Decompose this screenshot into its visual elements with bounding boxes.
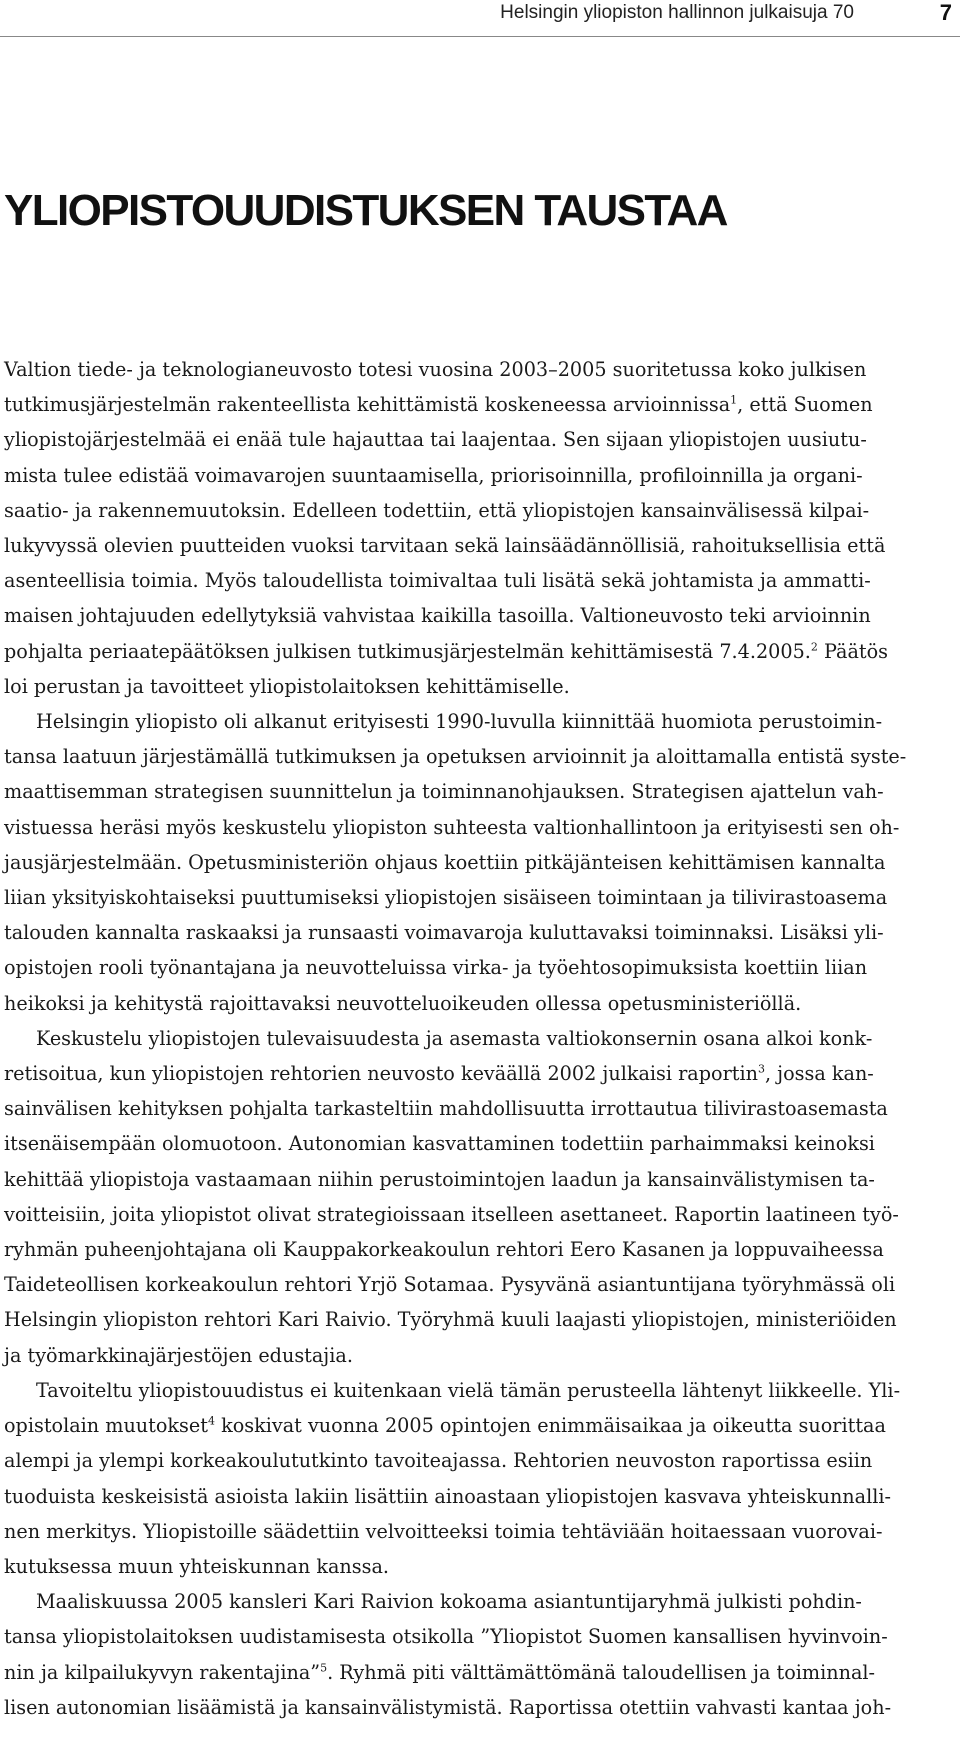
text-segment: tutkimusjärjestelmän rakenteellista kehittämistä koskeneessa arvioinnissa xyxy=(4,393,731,417)
text-line: jausjärjestelmään. Opetusministeriön ohjaus koettiin pitkäjänteisen kehittämisen kannalta xyxy=(4,850,886,874)
text-line: lisen autonomian lisäämistä ja kansainvälistymistä. Raportissa otettiin vahvasti kantaa joh- xyxy=(4,1695,892,1719)
text-line: opistojen rooli työnantajana ja neuvotteluissa virka- ja työehtosopimuksista koettiin liian xyxy=(4,956,868,980)
text-line: tansa laatuun järjestämällä tutkimuksen ja opetuksen arvioinnit ja aloittamalla entistä syste- xyxy=(4,745,907,769)
paragraph-2 xyxy=(4,704,957,1021)
text-line: saatio- ja rakennemuutoksin. Edelleen todettiin, että yliopistojen kansainvälisessä kilpai- xyxy=(4,498,870,522)
text-segment: nin ja kilpailukyvyn rakentajina” xyxy=(4,1660,321,1684)
text-line: ja työmarkkinajärjestöjen edustajia. xyxy=(4,1343,353,1367)
text-line: tansa yliopistolaitoksen uudistamisesta otsikolla ”Yliopistot Suomen kansallisen hyvinvoin- xyxy=(4,1625,888,1649)
paragraph-5 xyxy=(4,1584,957,1725)
text-line: lukyvyssä olevien puutteiden vuoksi tarvitaan sekä lainsäädännöllisiä, rahoituksellisia että xyxy=(4,534,886,558)
text-line: ryhmän puheenjohtajana oli Kauppakorkeakoulun rehtori Eero Kasanen ja loppuvaiheessa xyxy=(4,1238,884,1262)
text-line: kutuksessa muun yhteiskunnan kanssa. xyxy=(4,1554,389,1578)
text-line: Taideteollisen korkeakoulun rehtori Yrjö Sotamaa. Pysyvänä asiantuntijana työryhmässä oli xyxy=(4,1273,896,1297)
text-line xyxy=(4,1655,957,1690)
chapter-title: YLIOPISTOUUDISTUKSEN TAUSTAA xyxy=(4,186,727,235)
text-line: loi perustan ja tavoitteet yliopistolaitoksen kehittämiselle. xyxy=(4,674,570,698)
publication-title: Helsingin yliopiston hallinnon julkaisuja 70 xyxy=(500,2,854,23)
text-line: mista tulee edistää voimavarojen suuntaamisella, priorisoinnilla, profiloinnilla ja organi- xyxy=(4,463,863,487)
text-line: Valtion tiede- ja teknologianeuvosto totesi vuosina 2003–2005 suoritetussa koko julkisen xyxy=(4,358,867,381)
text-line: Helsingin yliopiston rehtori Kari Raivio. Työryhmä kuuli laajasti yliopistojen, ministeriöiden xyxy=(4,1308,897,1332)
text-line: heikoksi ja kehitystä rajoittavaksi neuvotteluoikeuden ollessa opetusministeriöllä. xyxy=(4,991,802,1015)
text-line: Helsingin yliopisto oli alkanut erityisesti 1990-luvulla kiinnittää huomiota perustoimin- xyxy=(36,710,883,734)
body-text xyxy=(4,352,957,1725)
page-number: 7 xyxy=(939,0,952,25)
text-line: alempi ja ylempi korkeakoulututkinto tavoiteajassa. Rehtorien neuvoston raportissa esiin xyxy=(4,1449,873,1473)
text-line xyxy=(4,1408,957,1443)
text-line: asenteellisia toimia. Myös taloudellista toimivaltaa tuli lisätä sekä johtamista ja ammatti- xyxy=(4,569,871,593)
footnote-marker: 3 xyxy=(757,1062,765,1076)
text-segment: opistolain muutokset xyxy=(4,1414,208,1438)
text-line: kehittää yliopistoja vastaamaan niihin perustoimintojen laadun ja kansainvälistymisen ta- xyxy=(4,1167,875,1191)
text-segment: . Ryhmä piti välttämättömänä taloudellisen ja toiminnal- xyxy=(327,1660,876,1684)
footnote-marker: 5 xyxy=(320,1661,328,1675)
text-line: sainvälisen kehityksen pohjalta tarkasteltiin mahdollisuutta irrottautua tilivirastoasemasta xyxy=(4,1097,888,1121)
text-segment: Päätös xyxy=(817,639,889,663)
text-line: nen merkitys. Yliopistoille säädettiin velvoitteeksi toimia tehtäviään hoitaessaan vuorovai- xyxy=(4,1519,883,1543)
text-line: maattisemman strategisen suunnittelun ja toiminnanohjauksen. Strategisen ajattelun vah- xyxy=(4,780,884,804)
text-line: vistuessa heräsi myös keskustelu yliopiston suhteesta valtionhallintoon ja erityisesti sen oh- xyxy=(4,815,900,839)
text-line: Keskustelu yliopistojen tulevaisuudesta ja asemasta valtiokonsernin osana alkoi konk- xyxy=(36,1026,873,1050)
text-line: yliopistojärjestelmää ei enää tule hajauttaa tai laajentaa. Sen sijaan yliopistojen uusiutu- xyxy=(4,428,867,452)
text-segment: koskivat vuonna 2005 opintojen enimmäisaikaa ja oikeutta suorittaa xyxy=(214,1414,886,1438)
text-segment: pohjalta periaatepäätöksen julkisen tutkimusjärjestelmän kehittämisestä 7.4.2005. xyxy=(4,639,811,663)
text-line: itsenäisempään olomuotoon. Autonomian kasvattaminen todettiin parhaimmaksi keinoksi xyxy=(4,1132,875,1156)
text-segment: retisoitua, kun yliopistojen rehtorien neuvosto keväällä 2002 julkaisi raportin xyxy=(4,1062,758,1086)
header-rule xyxy=(0,36,960,37)
text-segment: , että Suomen xyxy=(737,393,873,417)
text-line: Tavoiteltu yliopistouudistus ei kuitenkaan vielä tämän perusteella lähtenyt liikkeelle. Yli- xyxy=(36,1378,901,1402)
paragraph-1 xyxy=(4,352,957,704)
running-header xyxy=(0,0,960,34)
text-line: voitteisiin, joita yliopistot olivat strategioissaan itselleen asettaneet. Raportin laatineen työ- xyxy=(4,1202,899,1226)
text-line xyxy=(4,634,957,669)
text-line xyxy=(4,1056,957,1091)
text-line xyxy=(4,387,957,422)
text-segment: , jossa kan- xyxy=(764,1062,874,1086)
footnote-marker: 1 xyxy=(730,393,738,407)
text-line: maisen johtajuuden edellytyksiä vahvistaa kaikilla tasoilla. Valtioneuvosto teki arvioinnin xyxy=(4,604,871,628)
paragraph-3 xyxy=(4,1021,957,1373)
text-line: Maaliskuussa 2005 kansleri Kari Raivion kokoama asiantuntijaryhmä julkisti pohdin- xyxy=(36,1590,862,1614)
footnote-marker: 4 xyxy=(207,1414,215,1428)
text-line: liian yksityiskohtaiseksi puuttumiseksi yliopistojen sisäiseen toimintaan ja tilivirastoasema xyxy=(4,886,888,910)
text-line: talouden kannalta raskaaksi ja runsaasti voimavaroja kuluttavaksi toiminnaksi. Lisäksi yli- xyxy=(4,921,884,945)
text-line: tuoduista keskeisistä asioista lakiin lisättiin ainoastaan yliopistojen kasvava yhteiskunnalli- xyxy=(4,1484,891,1508)
footnote-marker: 2 xyxy=(810,640,818,654)
paragraph-4 xyxy=(4,1373,957,1584)
